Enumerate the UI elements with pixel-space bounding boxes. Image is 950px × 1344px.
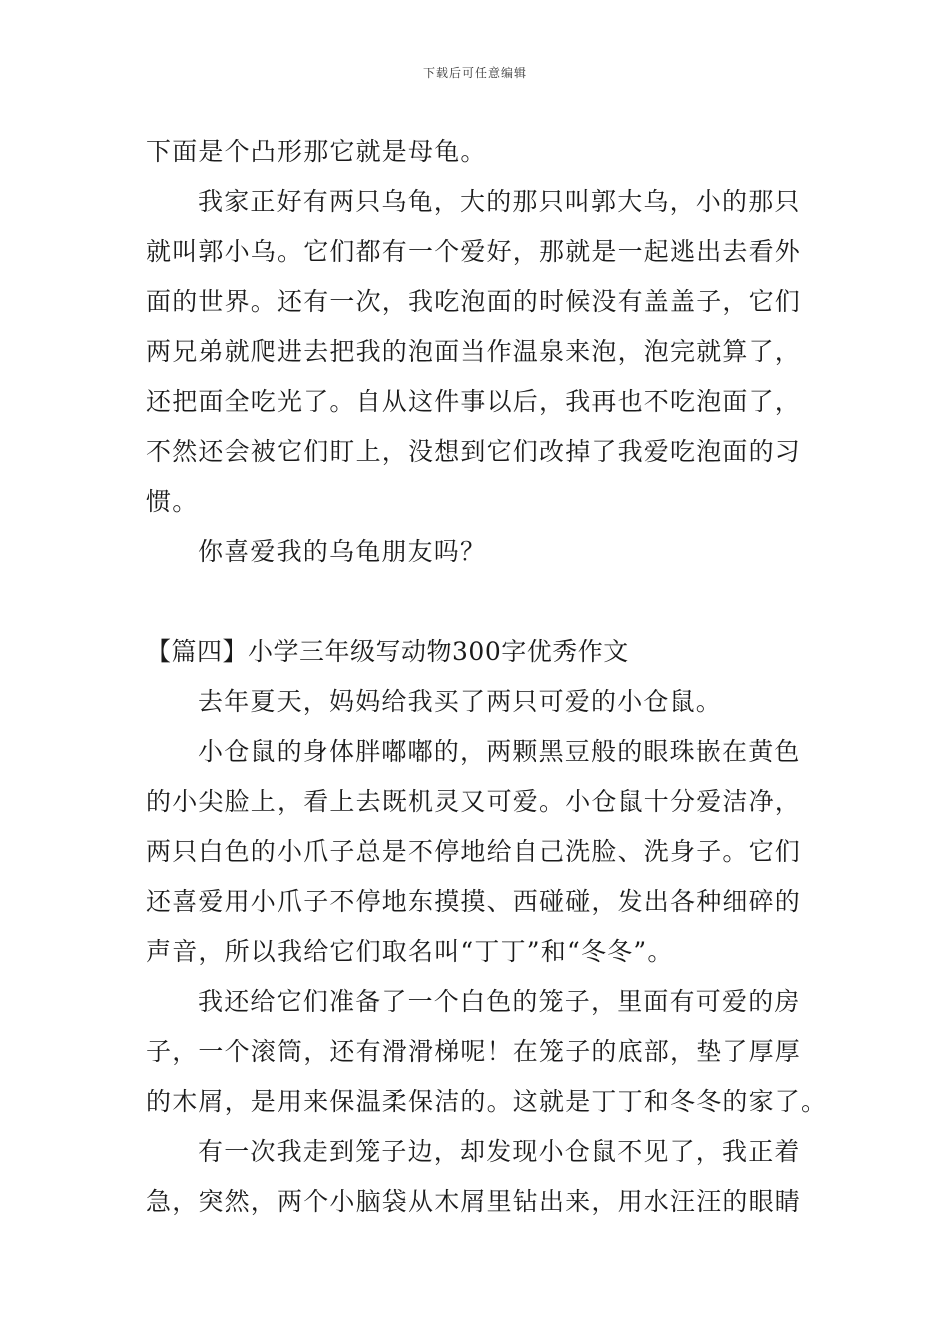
paragraph-line: 两只白色的小爪子总是不停地给自己洗脸、洗身子。它们 — [146, 837, 802, 866]
blank-line — [146, 577, 810, 627]
paragraph-line: 的小尖脸上，看上去既机灵又可爱。小仓鼠十分爱洁净， — [146, 787, 802, 816]
page-header-note: 下载后可任意编辑 — [422, 66, 527, 80]
paragraph-line: 小仓鼠的身体胖嘟嘟的，两颗黑豆般的眼珠嵌在黄色 — [198, 737, 801, 766]
paragraph-line: 不然还会被它们盯上，没想到它们改掉了我爱吃泡面的习 — [146, 437, 802, 466]
paragraph-line: 就叫郭小乌。它们都有一个爱好，那就是一起逃出去看外 — [146, 237, 802, 266]
paragraph-line: 子，一个滚筒，还有滑滑梯呢！在笼子的底部，垫了厚厚 — [146, 1037, 802, 1066]
paragraph-line: 还喜爱用小爪子不停地东摸摸、西碰碰，发出各种细碎的 — [146, 887, 802, 916]
paragraph-line: 我家正好有两只乌龟，大的那只叫郭大乌，小的那只 — [198, 187, 801, 216]
paragraph-line: 声音，所以我给它们取名叫“丁丁”和“冬冬”。 — [146, 937, 674, 966]
paragraph-line: 我还给它们准备了一个白色的笼子，里面有可爱的房 — [198, 987, 801, 1016]
paragraph-line: 下面是个凸形那它就是母龟。 — [146, 137, 487, 166]
document-body — [146, 127, 828, 1227]
section-heading: 【篇四】小学三年级写动物300字优秀作文 — [146, 637, 629, 666]
paragraph-line: 面的世界。还有一次，我吃泡面的时候没有盖盖子，它们 — [146, 287, 802, 316]
paragraph-line: 还把面全吃光了。自从这件事以后，我再也不吃泡面了， — [146, 387, 802, 416]
paragraph-line: 有一次我走到笼子边，却发现小仓鼠不见了，我正着 — [198, 1137, 801, 1166]
paragraph-line: 你喜爱我的乌龟朋友吗？ — [198, 537, 487, 566]
paragraph-line: 惯。 — [146, 487, 199, 516]
paragraph-line: 的木屑，是用来保温柔保洁的。这就是丁丁和冬冬的家了。 — [146, 1087, 828, 1116]
paragraph-line: 去年夏天，妈妈给我买了两只可爱的小仓鼠。 — [198, 687, 723, 716]
paragraph-line: 急，突然，两个小脑袋从木屑里钻出来，用水汪汪的眼睛 — [146, 1187, 802, 1216]
paragraph-line: 两兄弟就爬进去把我的泡面当作温泉来泡，泡完就算了， — [146, 337, 802, 366]
